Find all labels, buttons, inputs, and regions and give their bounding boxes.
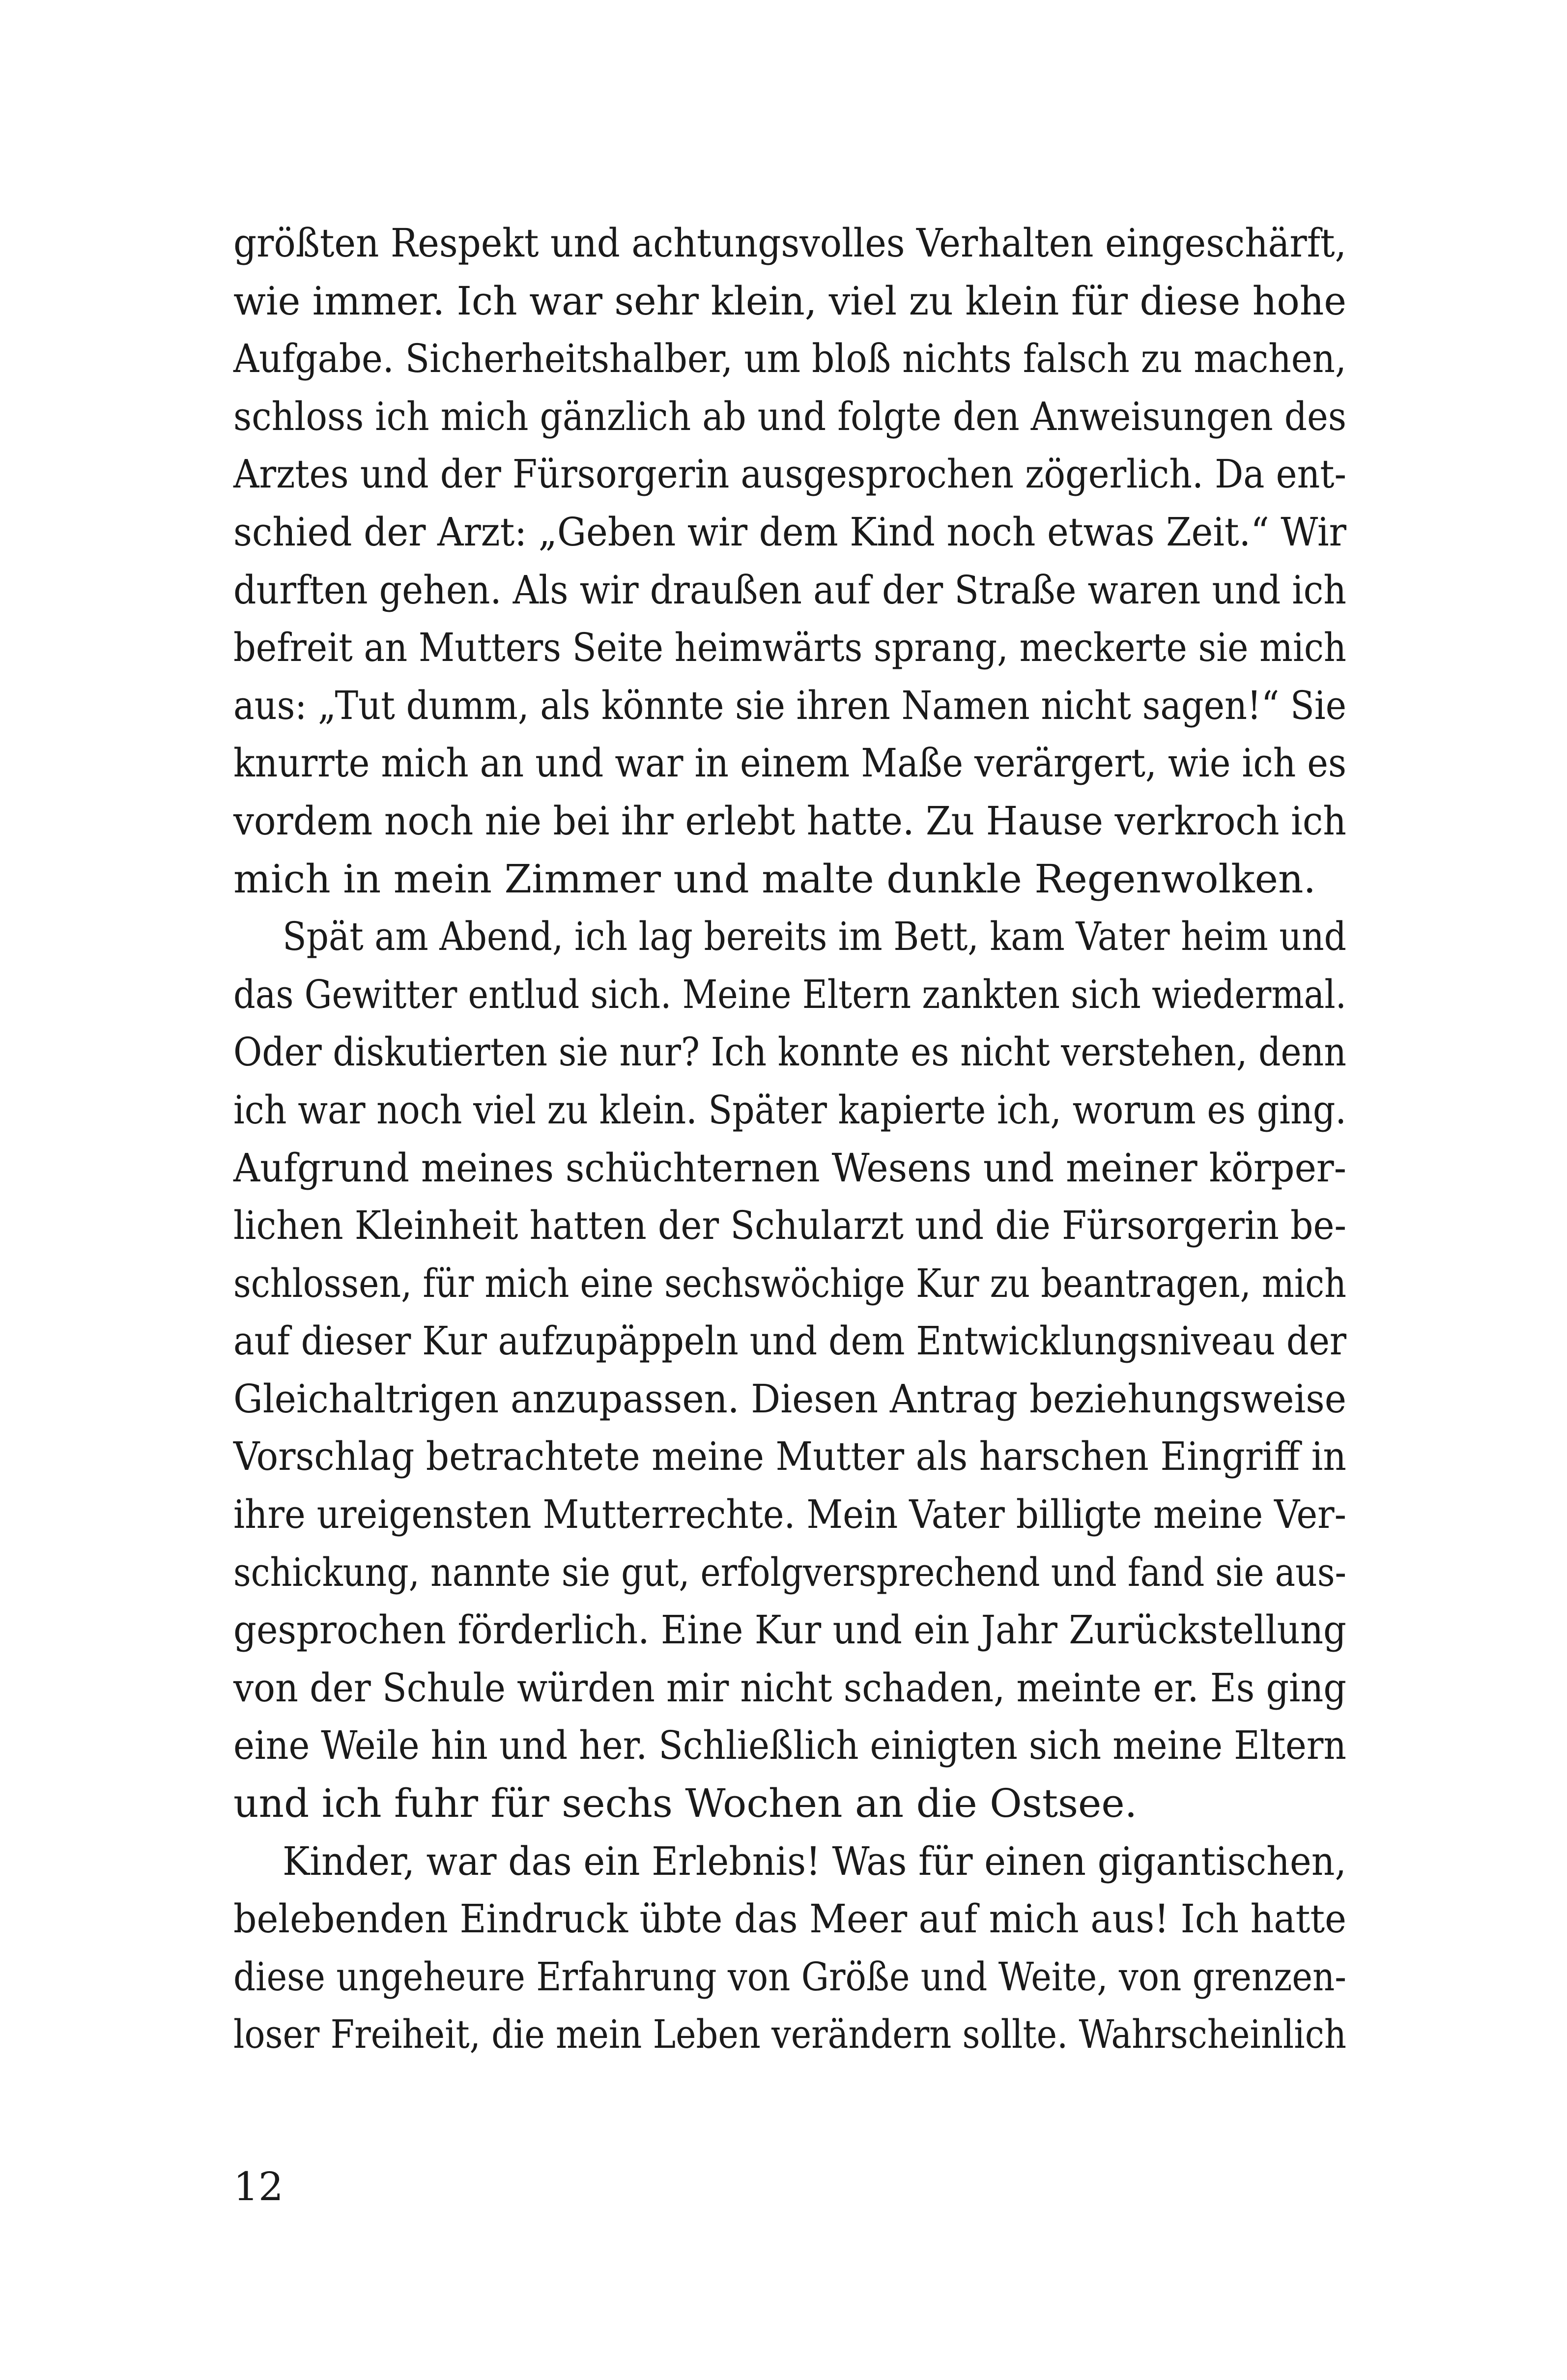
text-line: Spät am Abend, ich lag bereits im Bett, kam Vater heim und [283,914,1346,960]
text-line: auf dieser Kur aufzupäppeln und dem Entwicklungsniveau der [233,1318,1346,1364]
text-line: gesprochen förderlich. Eine Kur und ein Jahr Zurückstellung [233,1607,1346,1653]
paragraph-3 [233,1833,1346,2064]
text-line: das Gewitter entlud sich. Meine Eltern zankten sich wiedermal. [233,971,1346,1017]
text-line: von der Schule würden mir nicht schaden, meinte er. Es ging [233,1664,1346,1711]
text-line: Arztes und der Fürsorgerin ausgesprochen zögerlich. Da ent- [233,451,1346,497]
text-line: eine Weile hin und her. Schließlich einigten sich meine Eltern [233,1722,1346,1769]
paragraph-2 [233,908,1346,1833]
text-line: loser Freiheit, die mein Leben verändern sollte. Wahrscheinlich [233,2011,1346,2058]
text-line: ich war noch viel zu klein. Später kapierte ich, worum es ging. [233,1087,1346,1133]
text-line: schloss ich mich gänzlich ab und folgte den Anweisungen des [233,393,1346,439]
text-line: lichen Kleinheit hatten der Schularzt und die Fürsorgerin be- [233,1203,1346,1249]
text-line: und ich fuhr für sechs Wochen an die Ostsee. [233,1780,1138,1827]
text-line: aus: „Tut dumm, als könnte sie ihren Namen nicht sagen!“ Sie [233,682,1346,728]
text-line: durften gehen. Als wir draußen auf der Straße waren und ich [233,567,1346,613]
text-line: wie immer. Ich war sehr klein, viel zu klein für diese hohe [233,278,1346,324]
body-text [233,214,1346,2064]
text-line: vordem noch nie bei ihr erlebt hatte. Zu Hause verkroch ich [233,798,1346,844]
text-line: größten Respekt und achtungsvolles Verhalten eingeschärft, [233,220,1346,266]
text-line: ihre ureigensten Mutterrechte. Mein Vater billigte meine Ver- [233,1491,1346,1538]
text-line: schickung, nannte sie gut, erfolgversprechend und fand sie aus- [233,1549,1346,1595]
page-number: 12 [233,2164,284,2209]
text-line: Aufgabe. Sicherheitshalber, um bloß nichts falsch zu machen, [233,336,1346,382]
text-line: Aufgrund meines schüchternen Wesens und meiner körper- [233,1145,1346,1191]
paragraph-1 [233,214,1346,908]
text-line: belebenden Eindruck übte das Meer auf mich aus! Ich hatte [233,1896,1346,1942]
text-line: schied der Arzt: „Geben wir dem Kind noch etwas Zeit.“ Wir [233,509,1346,555]
text-line: knurrte mich an und war in einem Maße verärgert, wie ich es [233,740,1346,786]
text-line: Gleichaltrigen anzupassen. Diesen Antrag beziehungsweise [233,1376,1346,1422]
text-line: Vorschlag betrachtete meine Mutter als harschen Eingriff in [233,1434,1346,1480]
text-line: schlossen, für mich eine sechswöchige Kur zu beantragen, mich [233,1260,1346,1306]
text-line: Oder diskutierten sie nur? Ich konnte es nicht verstehen, denn [233,1029,1346,1075]
text-line: diese ungeheure Erfahrung von Größe und Weite, von grenzen- [233,1953,1346,2000]
text-line: mich in mein Zimmer und malte dunkle Regenwolken. [233,856,1316,902]
text-line: befreit an Mutters Seite heimwärts sprang, meckerte sie mich [233,625,1346,671]
text-line: Kinder, war das ein Erlebnis! Was für einen gigantischen, [283,1838,1346,1884]
